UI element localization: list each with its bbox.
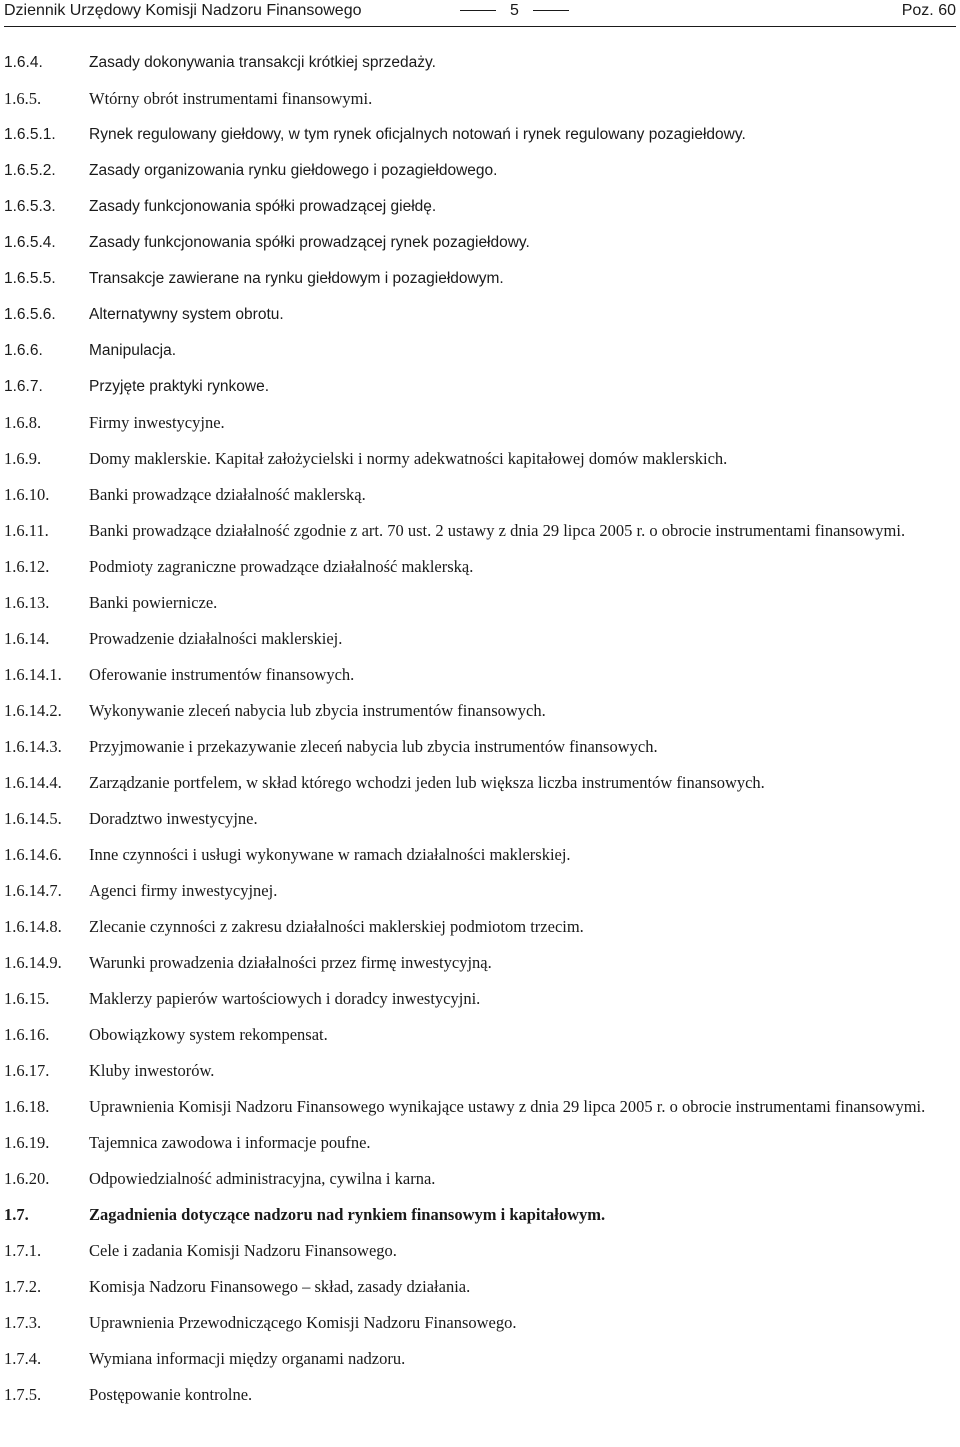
item-number: 1.6.14. — [4, 629, 50, 648]
list-item — [4, 1131, 956, 1155]
item-text: Warunki prowadzenia działalności przez firmę inwestycyjną. — [89, 953, 492, 972]
item-text: Manipulacja. — [89, 342, 177, 359]
item-number: 1.7.4. — [4, 1349, 42, 1368]
list-item — [4, 195, 956, 219]
item-number: 1.6.14.5. — [4, 809, 62, 828]
dash-right — [533, 10, 569, 11]
item-number: 1.6.15. — [4, 989, 50, 1008]
journal-title: Dziennik Urzędowy Komisji Nadzoru Finansowego — [4, 2, 362, 19]
item-number: 1.7.3. — [4, 1313, 42, 1332]
list-item — [4, 1311, 956, 1335]
item-text: Banki prowadzące działalność maklerską. — [89, 485, 366, 504]
item-text: Agenci firmy inwestycyjnej. — [89, 881, 278, 900]
item-number: 1.7. — [4, 1205, 29, 1224]
item-number: 1.6.11. — [4, 521, 49, 540]
item-text: Alternatywny system obrotu. — [89, 306, 284, 323]
item-number: 1.6.14.1. — [4, 665, 62, 684]
list-item — [4, 1023, 956, 1047]
item-text: Zarządzanie portfelem, w skład którego wchodzi jeden lub większa liczba instrumentów finansowych. — [89, 773, 765, 792]
list-item — [4, 1275, 956, 1299]
list-item — [4, 987, 956, 1011]
item-text: Inne czynności i usługi wykonywane w ramach działalności maklerskiej. — [89, 845, 571, 864]
header-rule — [4, 26, 956, 27]
item-text: Firmy inwestycyjne. — [89, 413, 225, 432]
list-item — [4, 699, 956, 723]
list-item — [4, 51, 956, 75]
list-item — [4, 231, 956, 255]
item-text: Maklerzy papierów wartościowych i doradcy inwestycyjni. — [89, 989, 481, 1008]
item-text: Zasady funkcjonowania spółki prowadzącej giełdę. — [89, 198, 437, 215]
list-item — [4, 303, 956, 327]
list-item — [4, 159, 956, 183]
list-item — [4, 915, 956, 939]
item-number: 1.6.17. — [4, 1061, 50, 1080]
list-item — [4, 447, 956, 471]
item-number: 1.6.16. — [4, 1025, 50, 1044]
item-number: 1.6.12. — [4, 557, 50, 576]
list-item — [4, 591, 956, 615]
list-item — [4, 519, 956, 543]
item-number: 1.6.5. — [4, 89, 42, 108]
item-number: 1.6.14.4. — [4, 773, 62, 792]
item-text: Uprawnienia Przewodniczącego Komisji Nadzoru Finansowego. — [89, 1313, 517, 1332]
item-text: Transakcje zawierane na rynku giełdowym i pozagiełdowym. — [89, 270, 504, 287]
item-number: 1.6.19. — [4, 1133, 50, 1152]
item-text: Wymiana informacji między organami nadzoru. — [89, 1349, 406, 1368]
item-number: 1.6.5.4. — [4, 234, 56, 251]
item-text: Podmioty zagraniczne prowadzące działalność maklerską. — [89, 557, 474, 576]
item-text: Prowadzenie działalności maklerskiej. — [89, 629, 343, 648]
list-item — [4, 879, 956, 903]
list-item — [4, 339, 956, 363]
item-number: 1.6.8. — [4, 413, 42, 432]
item-text: Doradztwo inwestycyjne. — [89, 809, 258, 828]
dash-left — [460, 10, 496, 11]
item-number: 1.6.14.7. — [4, 881, 62, 900]
list-item — [4, 951, 956, 975]
item-number: 1.6.5.6. — [4, 306, 56, 323]
list-item — [4, 1239, 956, 1263]
list-item — [4, 627, 956, 651]
item-text: Kluby inwestorów. — [89, 1061, 215, 1080]
item-text: Cele i zadania Komisji Nadzoru Finansowego. — [89, 1241, 397, 1260]
item-text: Wtórny obrót instrumentami finansowymi. — [89, 89, 373, 108]
item-number: 1.6.14.8. — [4, 917, 62, 936]
item-number: 1.6.10. — [4, 485, 50, 504]
page-number: 5 — [510, 2, 519, 19]
item-number: 1.7.2. — [4, 1277, 42, 1296]
item-text: Uprawnienia Komisji Nadzoru Finansowego wynikające ustawy z dnia 29 lipca 2005 r. o obrocie instrumentami finansowymi. — [89, 1097, 926, 1116]
item-text: Domy maklerskie. Kapitał założycielski i normy adekwatności kapitałowej domów maklerskich. — [89, 449, 728, 468]
item-text: Odpowiedzialność administracyjna, cywilna i karna. — [89, 1169, 436, 1188]
list-item — [4, 663, 956, 687]
list-item — [4, 1167, 956, 1191]
item-number: 1.7.5. — [4, 1385, 42, 1404]
list-item — [4, 483, 956, 507]
list-item — [4, 123, 956, 147]
item-number: 1.6.18. — [4, 1097, 50, 1116]
list-item — [4, 375, 956, 399]
table-of-contents — [4, 51, 956, 1419]
list-item — [4, 411, 956, 435]
item-number: 1.6.9. — [4, 449, 42, 468]
item-text: Zlecanie czynności z zakresu działalności maklerskiej podmiotom trzecim. — [89, 917, 584, 936]
item-text: Rynek regulowany giełdowy, w tym rynek oficjalnych notowań i rynek regulowany pozagiełdowy. — [89, 126, 746, 143]
item-text: Oferowanie instrumentów finansowych. — [89, 665, 355, 684]
item-text: Banki prowadzące działalność zgodnie z art. 70 ust. 2 ustawy z dnia 29 lipca 2005 r. o obrocie instrumentami finansowymi. — [89, 521, 906, 540]
list-item — [4, 1059, 956, 1083]
item-text: Wykonywanie zleceń nabycia lub zbycia instrumentów finansowych. — [89, 701, 546, 720]
item-text: Postępowanie kontrolne. — [89, 1385, 253, 1404]
item-text: Tajemnica zawodowa i informacje poufne. — [89, 1133, 371, 1152]
item-number: 1.6.5.3. — [4, 198, 56, 215]
item-number: 1.6.14.9. — [4, 953, 62, 972]
item-text: Zagadnienia dotyczące nadzoru nad rynkiem finansowym i kapitałowym. — [89, 1205, 606, 1224]
item-number: 1.6.20. — [4, 1169, 50, 1188]
item-text: Komisja Nadzoru Finansowego – skład, zasady działania. — [89, 1277, 471, 1296]
item-number: 1.6.14.6. — [4, 845, 62, 864]
item-text: Przyjmowanie i przekazywanie zleceń nabycia lub zbycia instrumentów finansowych. — [89, 737, 658, 756]
position-number: Poz. 60 — [901, 2, 956, 19]
list-item — [4, 1203, 956, 1227]
list-item — [4, 1347, 956, 1371]
item-number: 1.6.4. — [4, 54, 43, 71]
item-text: Banki powiernicze. — [89, 593, 218, 612]
item-text: Przyjęte praktyki rynkowe. — [89, 378, 270, 395]
item-text: Obowiązkowy system rekompensat. — [89, 1025, 328, 1044]
item-number: 1.6.6. — [4, 342, 43, 359]
item-number: 1.6.7. — [4, 378, 43, 395]
item-text: Zasady organizowania rynku giełdowego i pozagiełdowego. — [89, 162, 498, 179]
item-text: Zasady funkcjonowania spółki prowadzącej rynek pozagiełdowy. — [89, 234, 530, 251]
item-number: 1.6.14.3. — [4, 737, 62, 756]
page-number-block — [446, 2, 583, 20]
item-number: 1.7.1. — [4, 1241, 42, 1260]
item-number: 1.6.14.2. — [4, 701, 62, 720]
item-number: 1.6.13. — [4, 593, 50, 612]
page-header — [4, 0, 956, 26]
list-item — [4, 843, 956, 867]
list-item — [4, 1095, 956, 1119]
list-item — [4, 807, 956, 831]
list-item — [4, 555, 956, 579]
item-number: 1.6.5.1. — [4, 126, 56, 143]
item-number: 1.6.5.5. — [4, 270, 56, 287]
list-item — [4, 771, 956, 795]
list-item — [4, 87, 956, 111]
item-number: 1.6.5.2. — [4, 162, 56, 179]
list-item — [4, 267, 956, 291]
item-text: Zasady dokonywania transakcji krótkiej sprzedaży. — [89, 54, 436, 71]
list-item — [4, 1383, 956, 1407]
list-item — [4, 735, 956, 759]
